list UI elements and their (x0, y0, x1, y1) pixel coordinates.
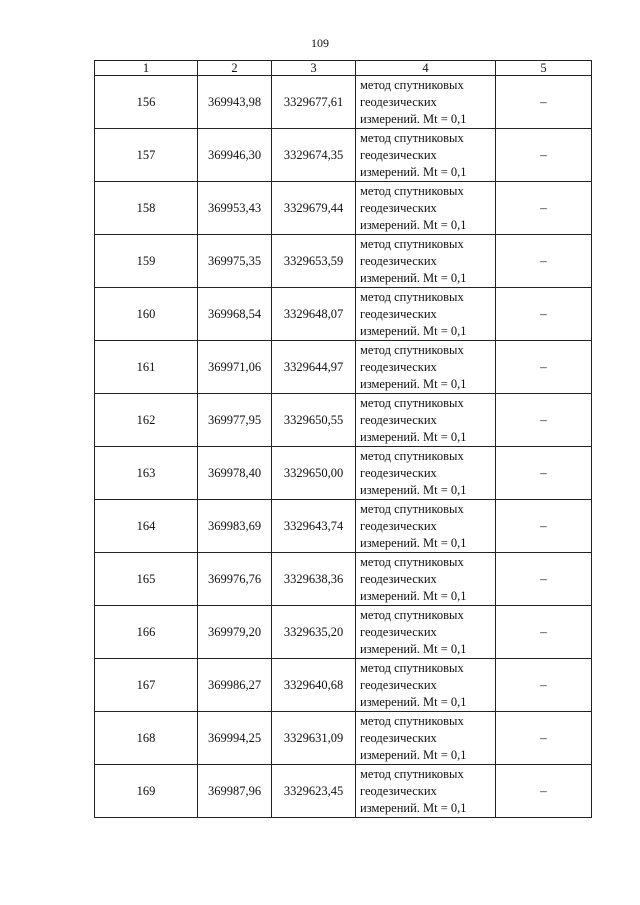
point-number-cell: 159 (95, 235, 198, 288)
note-cell: – (496, 235, 592, 288)
header-col-2: 2 (198, 61, 272, 76)
y-coordinate-cell: 3329644,97 (272, 341, 356, 394)
table-row (95, 659, 592, 712)
method-cell: метод спутниковых геодезических измерений. Mt = 0,1 (356, 341, 496, 394)
y-coordinate-cell: 3329638,36 (272, 553, 356, 606)
method-cell: метод спутниковых геодезических измерений. Mt = 0,1 (356, 76, 496, 129)
note-cell: – (496, 341, 592, 394)
note-cell: – (496, 447, 592, 500)
point-number-cell: 160 (95, 288, 198, 341)
x-coordinate-cell: 369975,35 (198, 235, 272, 288)
coordinates-table (94, 60, 592, 818)
method-cell: метод спутниковых геодезических измерений. Mt = 0,1 (356, 288, 496, 341)
x-coordinate-cell: 369953,43 (198, 182, 272, 235)
point-number-cell: 157 (95, 129, 198, 182)
method-cell: метод спутниковых геодезических измерений. Mt = 0,1 (356, 500, 496, 553)
header-col-5: 5 (496, 61, 592, 76)
table-row (95, 76, 592, 129)
point-number-cell: 158 (95, 182, 198, 235)
note-cell: – (496, 553, 592, 606)
table-row (95, 235, 592, 288)
note-cell: – (496, 606, 592, 659)
y-coordinate-cell: 3329648,07 (272, 288, 356, 341)
point-number-cell: 166 (95, 606, 198, 659)
table-row (95, 341, 592, 394)
table-body (95, 76, 592, 818)
header-col-4: 4 (356, 61, 496, 76)
note-cell: – (496, 76, 592, 129)
header-col-1: 1 (95, 61, 198, 76)
y-coordinate-cell: 3329677,61 (272, 76, 356, 129)
table-row (95, 182, 592, 235)
table-header (95, 61, 592, 76)
note-cell: – (496, 659, 592, 712)
method-cell: метод спутниковых геодезических измерений. Mt = 0,1 (356, 553, 496, 606)
method-cell: метод спутниковых геодезических измерений. Mt = 0,1 (356, 129, 496, 182)
point-number-cell: 169 (95, 765, 198, 818)
x-coordinate-cell: 369971,06 (198, 341, 272, 394)
x-coordinate-cell: 369946,30 (198, 129, 272, 182)
method-cell: метод спутниковых геодезических измерений. Mt = 0,1 (356, 606, 496, 659)
note-cell: – (496, 765, 592, 818)
x-coordinate-cell: 369987,96 (198, 765, 272, 818)
note-cell: – (496, 288, 592, 341)
method-cell: метод спутниковых геодезических измерений. Mt = 0,1 (356, 712, 496, 765)
x-coordinate-cell: 369977,95 (198, 394, 272, 447)
x-coordinate-cell: 369983,69 (198, 500, 272, 553)
y-coordinate-cell: 3329650,55 (272, 394, 356, 447)
note-cell: – (496, 394, 592, 447)
table-row (95, 553, 592, 606)
note-cell: – (496, 129, 592, 182)
x-coordinate-cell: 369979,20 (198, 606, 272, 659)
note-cell: – (496, 500, 592, 553)
point-number-cell: 164 (95, 500, 198, 553)
note-cell: – (496, 712, 592, 765)
point-number-cell: 165 (95, 553, 198, 606)
method-cell: метод спутниковых геодезических измерений. Mt = 0,1 (356, 182, 496, 235)
x-coordinate-cell: 369978,40 (198, 447, 272, 500)
y-coordinate-cell: 3329679,44 (272, 182, 356, 235)
note-cell: – (496, 182, 592, 235)
table-row (95, 712, 592, 765)
method-cell: метод спутниковых геодезических измерений. Mt = 0,1 (356, 659, 496, 712)
y-coordinate-cell: 3329653,59 (272, 235, 356, 288)
method-cell: метод спутниковых геодезических измерений. Mt = 0,1 (356, 765, 496, 818)
method-cell: метод спутниковых геодезических измерений. Mt = 0,1 (356, 235, 496, 288)
method-cell: метод спутниковых геодезических измерений. Mt = 0,1 (356, 394, 496, 447)
point-number-cell: 163 (95, 447, 198, 500)
y-coordinate-cell: 3329650,00 (272, 447, 356, 500)
y-coordinate-cell: 3329674,35 (272, 129, 356, 182)
method-cell: метод спутниковых геодезических измерений. Mt = 0,1 (356, 447, 496, 500)
y-coordinate-cell: 3329635,20 (272, 606, 356, 659)
header-col-3: 3 (272, 61, 356, 76)
x-coordinate-cell: 369994,25 (198, 712, 272, 765)
table-row (95, 394, 592, 447)
page-number: 109 (311, 36, 329, 50)
header-row (95, 61, 592, 76)
x-coordinate-cell: 369986,27 (198, 659, 272, 712)
table-row (95, 500, 592, 553)
table-row (95, 288, 592, 341)
y-coordinate-cell: 3329643,74 (272, 500, 356, 553)
point-number-cell: 156 (95, 76, 198, 129)
point-number-cell: 167 (95, 659, 198, 712)
x-coordinate-cell: 369976,76 (198, 553, 272, 606)
point-number-cell: 162 (95, 394, 198, 447)
x-coordinate-cell: 369943,98 (198, 76, 272, 129)
y-coordinate-cell: 3329623,45 (272, 765, 356, 818)
table-row (95, 447, 592, 500)
point-number-cell: 161 (95, 341, 198, 394)
point-number-cell: 168 (95, 712, 198, 765)
x-coordinate-cell: 369968,54 (198, 288, 272, 341)
table-row (95, 129, 592, 182)
y-coordinate-cell: 3329640,68 (272, 659, 356, 712)
table-row (95, 606, 592, 659)
table-row (95, 765, 592, 818)
y-coordinate-cell: 3329631,09 (272, 712, 356, 765)
